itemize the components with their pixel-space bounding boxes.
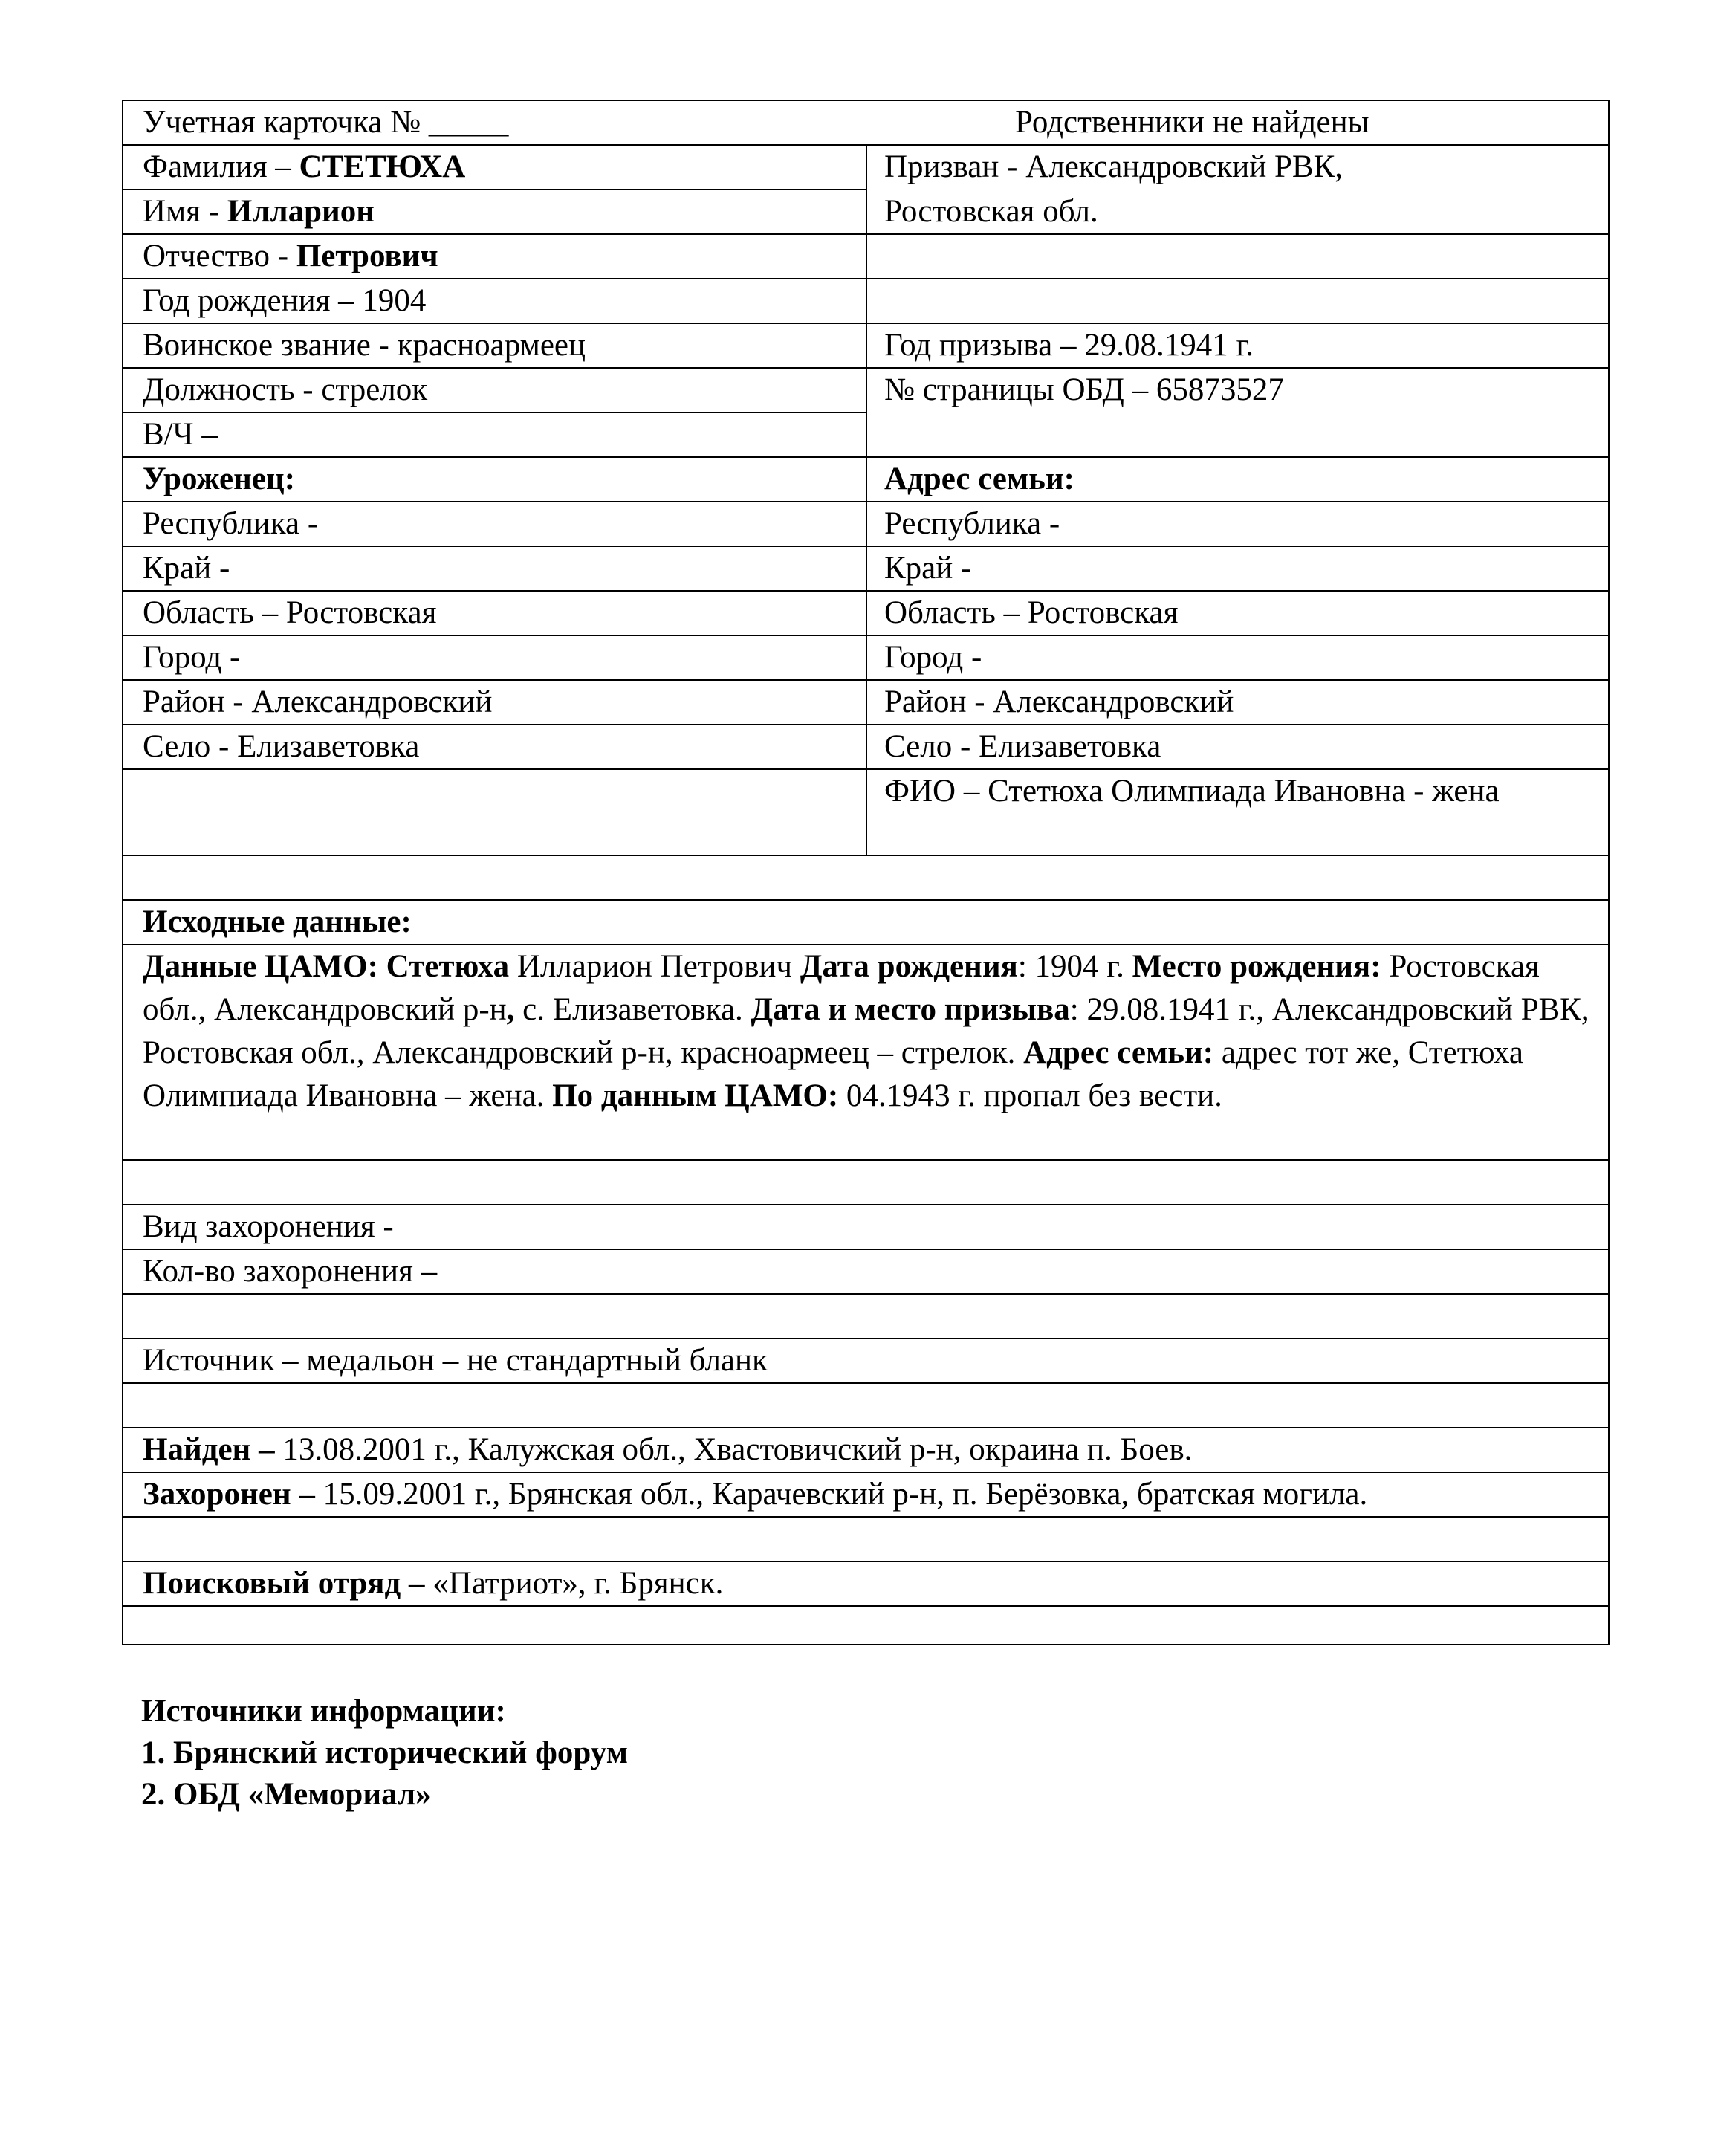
drafted-line-2: Ростовская обл. [884,194,1098,229]
source-item: 2. ОБД «Мемориал» [141,1777,432,1812]
draft-year: Год призыва – 29.08.1941 г. [884,328,1254,363]
search-team-label: Поисковый отряд [143,1566,401,1601]
native-krai: Край - [143,551,230,586]
family-fio: ФИО – Стетюха Олимпиада Ивановна - жена [884,774,1500,809]
family-krai: Край - [884,551,972,586]
native-oblast: Область – Ростовская [143,595,437,630]
tsamo-text: Ростовская обл., Александровский р-н [143,949,1540,1027]
buried-label: Захоронен [143,1477,291,1512]
birth-date-label: Дата рождения [800,949,1018,984]
search-team-info [143,1562,723,1605]
family-city: Город - [884,640,982,675]
tsamo-text: с. Елизаветовка. [514,992,751,1027]
burial-count: Кол-во захоронения – [143,1254,438,1289]
tsamo-text: : 1904 г. [1017,949,1132,984]
row-divider [123,412,867,413]
buried-value: – 15.09.2001 г., Брянская обл., Карачевский р-н, п. Берёзовка, братская могила. [291,1477,1368,1512]
found-value: 13.08.2001 г., Калужская обл., Хвастовичский р-н, окраина п. Боев. [274,1432,1193,1467]
burial-type: Вид захоронения - [143,1209,394,1244]
tsamo-status-label: По данным ЦАМО: [552,1078,839,1113]
information-sources [141,1691,628,1816]
patronymic-field [143,235,438,278]
military-unit: В/Ч – [143,417,218,452]
family-oblast: Область – Ростовская [884,595,1179,630]
position: Должность - стрелок [143,372,428,407]
row-divider [123,1516,1608,1518]
birth-place-label: Место рождения: [1132,949,1381,984]
tsamo-label: Данные ЦАМО: Стетюха [143,949,510,984]
source-item: 1. Брянский исторический форум [141,1735,628,1770]
name-label: Имя - [143,194,227,229]
tsamo-text: Илларион Петрович [509,949,800,984]
drafted-line-1: Призван - Александровский РВК, [884,149,1343,184]
tsamo-data [143,945,1590,1118]
found-info [143,1428,1192,1472]
native-header: Уроженец: [143,462,296,496]
family-address-label: Адрес семьи: [1023,1035,1214,1070]
row-divider [123,1605,1608,1607]
name-field [143,190,375,233]
sources-title: Источники информации: [141,1694,506,1729]
registration-card [122,100,1610,1645]
native-village: Село - Елизаветовка [143,729,420,764]
source-data-header: Исходные данные: [143,904,412,939]
information-source: Источник – медальон – не стандартный бланк [143,1343,768,1378]
native-republic: Республика - [143,506,319,541]
obd-page-number: № страницы ОБД – 65873527 [884,372,1284,407]
family-district: Район - Александровский [884,684,1234,719]
surname-label: Фамилия – [143,149,299,184]
column-divider [866,144,867,855]
tsamo-text: , [506,992,515,1027]
row-divider [123,1159,1608,1161]
buried-info [143,1473,1367,1516]
name-value: Илларион [227,194,375,229]
family-address-header: Адрес семьи: [884,462,1074,496]
birth-year: Год рождения – 1904 [143,283,427,318]
family-village: Село - Елизаветовка [884,729,1161,764]
tsamo-text: адрес тот же, Стетюха Олимпиада Ивановна – жена. [143,1035,1523,1113]
card-number-label: Учетная карточка № _____ [143,105,509,140]
native-city: Город - [143,640,241,675]
native-district: Район - Александровский [143,684,493,719]
patronymic-value: Петрович [296,239,438,273]
row-divider [123,855,1608,856]
row-divider [123,1382,1608,1384]
search-team-value: – «Патриот», г. Брянск. [401,1566,724,1601]
row-divider [123,1293,1608,1295]
surname-value: СТЕТЮХА [299,149,466,184]
family-republic: Республика - [884,506,1060,541]
relatives-status: Родственники не найдены [1015,105,1369,140]
draft-date-place-label: Дата и место призыва [751,992,1070,1027]
tsamo-text: 04.1943 г. пропал без вести. [838,1078,1222,1113]
found-label: Найден – [143,1432,275,1467]
tsamo-text: : 29.08.1941 г., Александровский РВК, Ростовская обл., Александровский р-н, красноармеец – стрелок. [143,992,1589,1070]
military-rank: Воинское звание - красноармеец [143,328,586,363]
surname-field [143,146,465,189]
patronymic-label: Отчество - [143,239,296,273]
